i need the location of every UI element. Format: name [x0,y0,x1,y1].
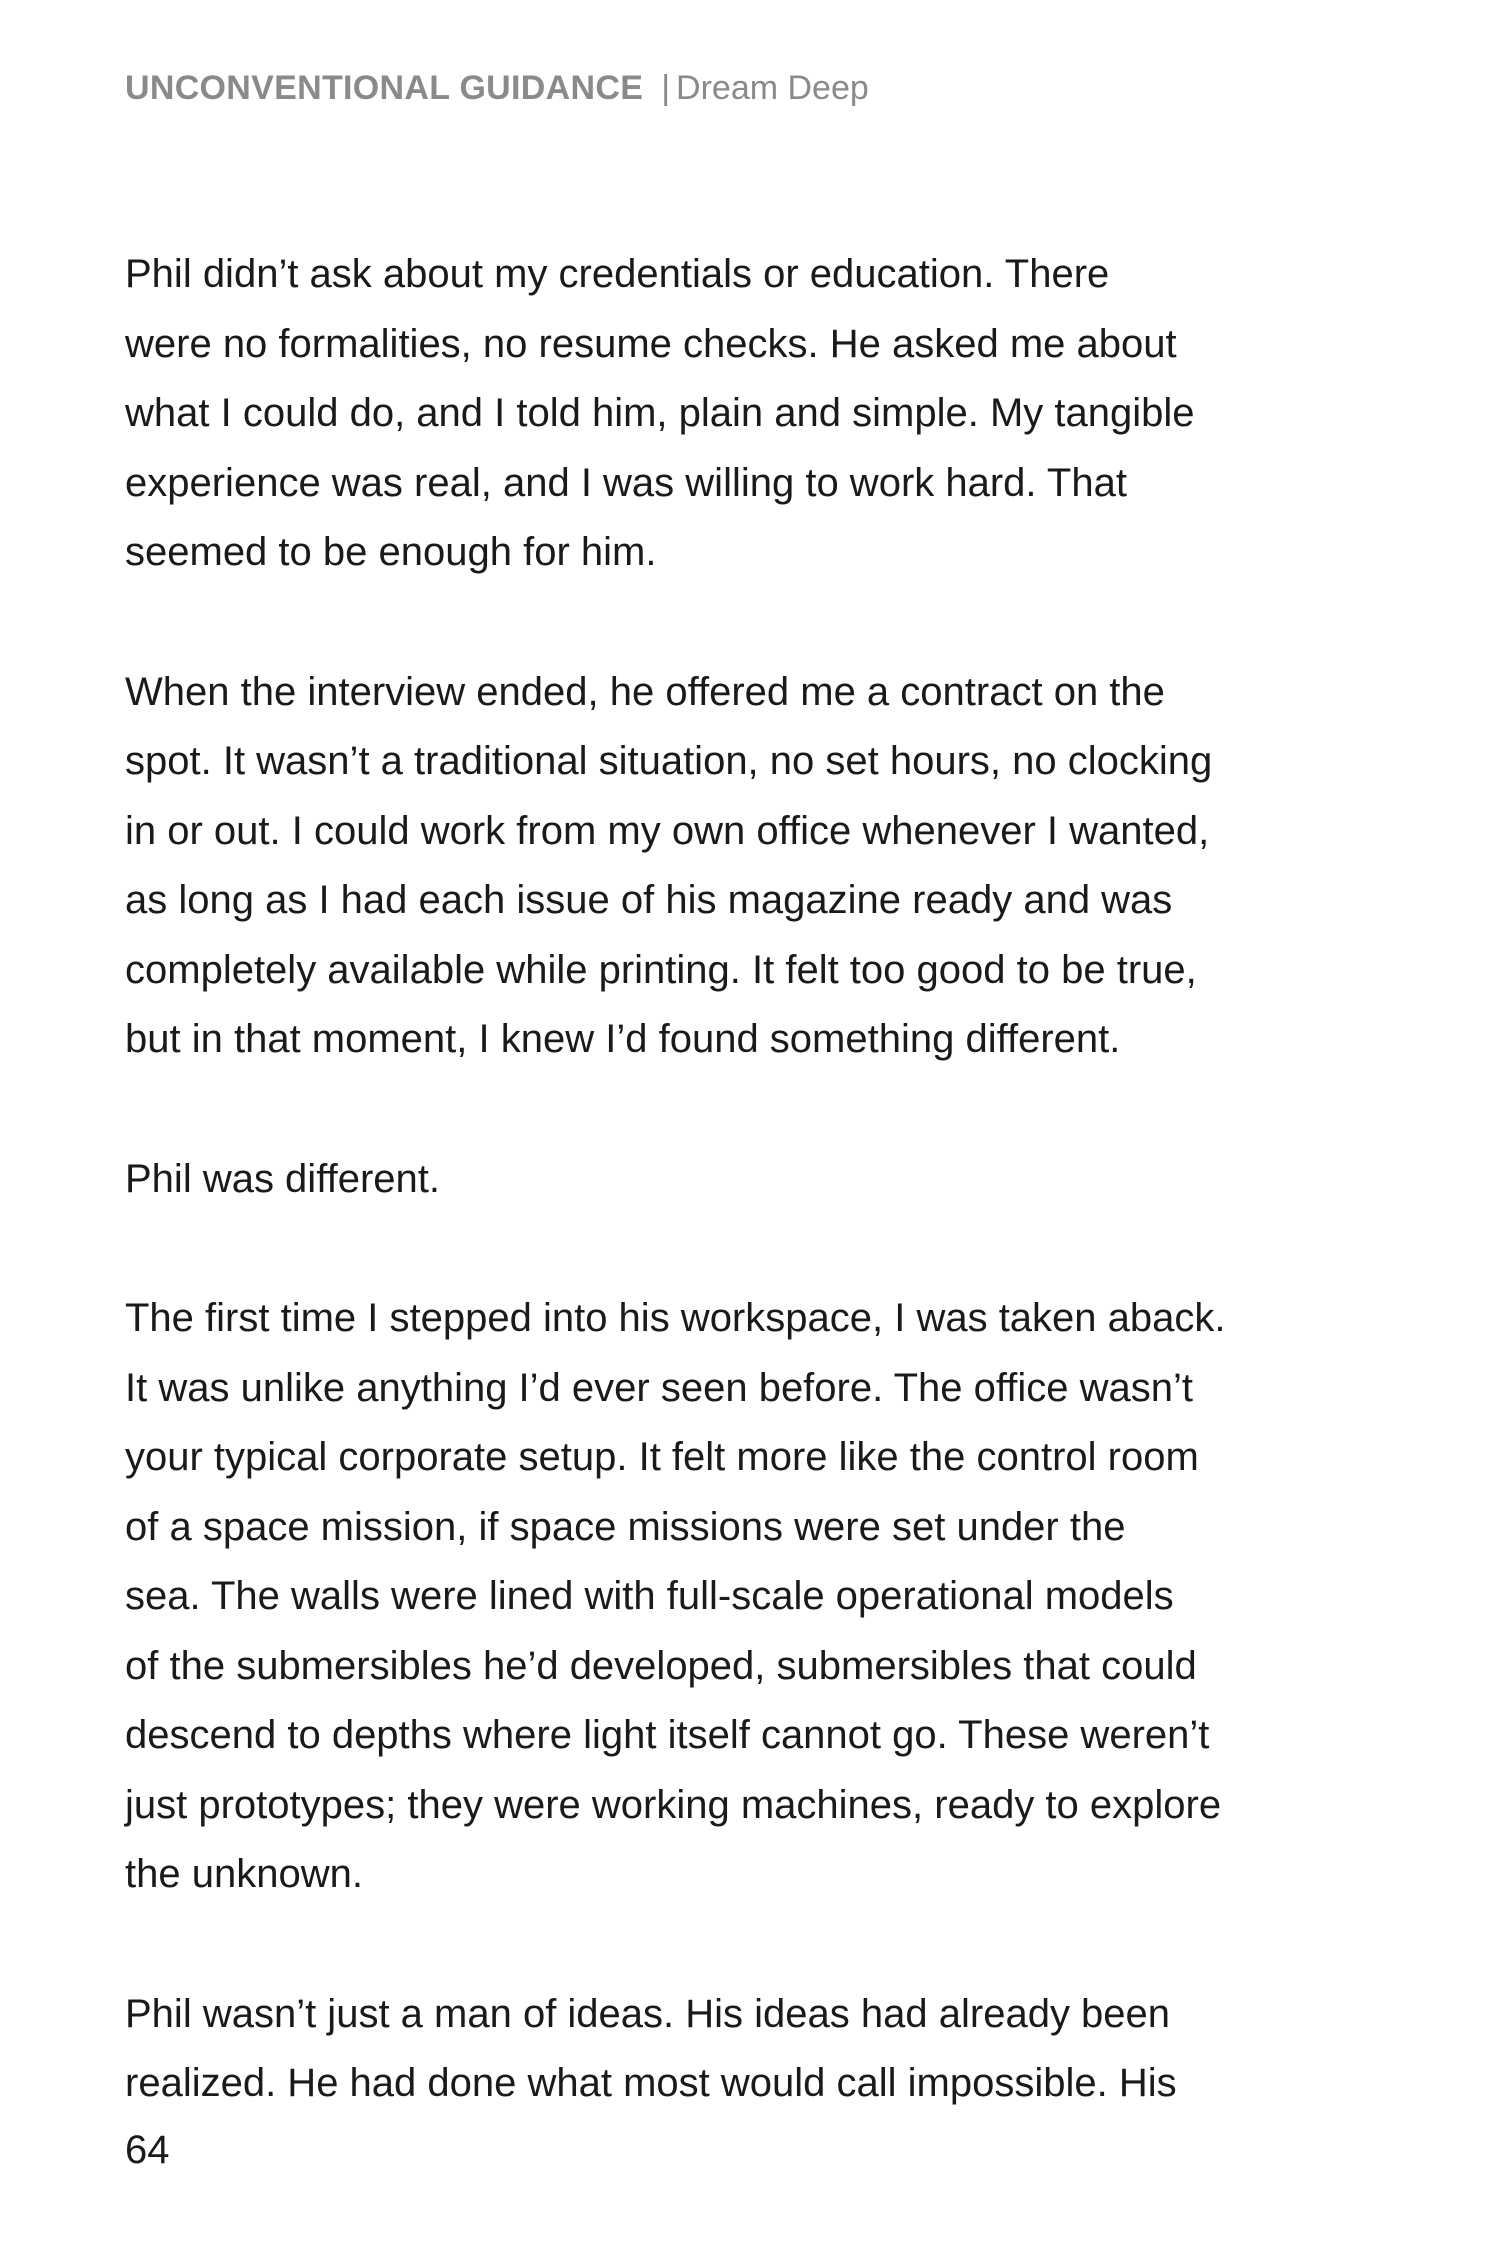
text-line: Phil wasn’t just a man of ideas. His ideas had already been [125,1991,1171,2036]
text-line: as long as I had each issue of his magazine ready and was [125,878,1173,922]
text-line: of a space mission, if space missions were set under the [125,1504,1126,1549]
text-line: sea. The walls were lined with full-scale operational models [125,1574,1174,1618]
book-title: UNCONVENTIONAL GUIDANCE [125,69,644,107]
header-separator: | [661,69,671,107]
text-line: just prototypes; they were working machines, ready to explore [125,1782,1222,1827]
text-line: It was unlike anything I’d ever seen before. The office wasn’t [125,1365,1194,1410]
text-line: the unknown. [125,1852,363,1896]
text-line: When the interview ended, he offered me a contract on the [125,669,1165,714]
text-line: experience was real, and I was willing to work hard. That [125,460,1127,505]
text-line: of the submersibles he’d developed, submersibles that could [125,1643,1197,1688]
text-line: but in that moment, I knew I’d found something different. [125,1017,1121,1061]
paragraph [125,1145,1385,1215]
paragraph [125,240,1385,588]
text-line: your typical corporate setup. It felt more like the control room [125,1435,1199,1479]
paragraph [125,658,1385,1075]
body-text [125,240,1385,2119]
text-line: seemed to be enough for him. [125,530,657,574]
text-line: Phil was different. [125,1156,440,1201]
page-number: 64 [125,2128,170,2172]
text-line: were no formalities, no resume checks. He asked me about [125,321,1177,366]
running-header [125,68,869,108]
text-line: spot. It wasn’t a traditional situation, no set hours, no clocking [125,739,1213,783]
chapter-title: Dream Deep [676,69,869,107]
paragraph [125,1284,1385,1910]
text-line: what I could do, and I told him, plain and simple. My tangible [125,391,1195,435]
paragraph [125,1980,1385,2119]
text-line: realized. He had done what most would call impossible. His [125,2061,1177,2105]
text-line: Phil didn’t ask about my credentials or education. There [125,252,1110,296]
text-line: The first time I stepped into his workspace, I was taken aback. [125,1296,1226,1340]
text-line: descend to depths where light itself cannot go. These weren’t [125,1713,1210,1757]
text-line: completely available while printing. It felt too good to be true, [125,947,1197,992]
text-line: in or out. I could work from my own office whenever I wanted, [125,808,1210,853]
